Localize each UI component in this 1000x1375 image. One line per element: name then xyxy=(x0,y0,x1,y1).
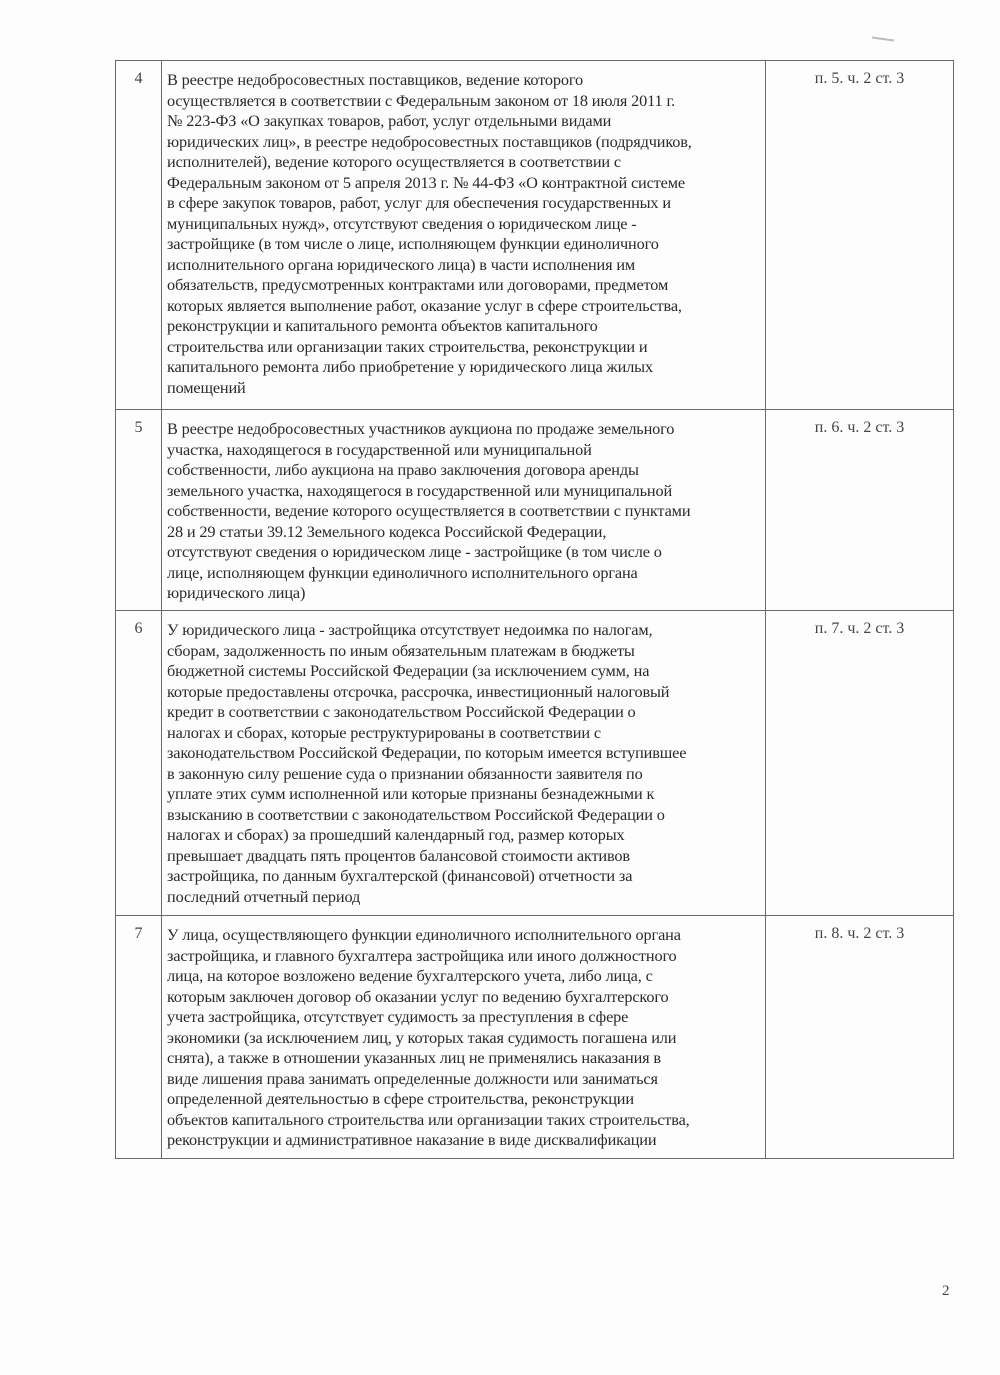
text-line: собственности, ведение которого осуществляется в соответствии с пунктами xyxy=(167,501,691,520)
text-line: бюджетной системы Российской Федерации (за исключением сумм, на xyxy=(167,661,650,680)
text-line: исполнительного органа юридического лица) в части исполнения им xyxy=(167,254,636,274)
text-line: капитального ремонта либо приобретение у юридического лица жилых xyxy=(167,357,653,376)
text-line: застройщике (в том числе о лице, исполняющем функции единоличного xyxy=(167,234,659,253)
text-line: отсутствуют сведения о юридическом лице - застройщике (в том числе о xyxy=(167,542,662,561)
text-line: лица, на которое возложено ведение бухгалтерского учета, либо лица, с xyxy=(167,966,653,985)
text-line: превышает двадцать пять процентов балансовой стоимости активов xyxy=(167,845,630,865)
row-number: 4 xyxy=(116,61,162,410)
text-line: законодательством Российской Федерации, по которым имеется вступившее xyxy=(167,743,687,762)
text-line: юридического лица) xyxy=(167,583,306,602)
requirements-table xyxy=(115,60,954,1159)
text-line: налогах и сборах, которые реструктурированы в соответствии с xyxy=(167,722,601,742)
text-line: Федеральным законом от 5 апреля 2013 г. № 44-ФЗ «О контрактной системе xyxy=(167,172,685,192)
text-line: В реестре недобросовестных участников аукциона по продаже земельного xyxy=(167,419,675,438)
requirement-text xyxy=(162,611,766,916)
text-line: застройщика, и главного бухгалтера застройщика или иного должностного xyxy=(167,945,677,965)
text-line: налогах и сборах) за прошедший календарный год, размер которых xyxy=(167,825,625,844)
text-line: застройщика, по данным бухгалтерской (финансовой) отчетности за xyxy=(167,866,633,885)
text-line: участка, находящегося в государственной или муниципальной xyxy=(167,439,592,459)
text-line: виде лишения права занимать определенные должности или заниматься xyxy=(167,1068,658,1088)
text-line: сборам, задолженность по иным обязательным платежам в бюджеты xyxy=(167,640,635,660)
text-line: В реестре недобросовестных поставщиков, ведение которого xyxy=(167,70,584,89)
text-line: лице, исполняющем функции единоличного исполнительного органа xyxy=(167,562,638,582)
table-row xyxy=(116,916,954,1159)
row-number: 5 xyxy=(116,410,162,611)
law-reference: п. 5. ч. 2 ст. 3 xyxy=(766,61,954,410)
text-line: объектов капитального строительства или организации таких строительства, xyxy=(167,1109,690,1129)
text-line: строительства или организации таких строительства, реконструкции и xyxy=(167,336,648,356)
text-line: собственности, либо аукциона на право заключения договора аренды xyxy=(167,460,639,479)
text-line: уплате этих сумм исполненной или которые признаны безнадежными к xyxy=(167,784,655,803)
text-line: 28 и 29 статьи 39.12 Земельного кодекса Российской Федерации, xyxy=(167,521,607,541)
text-line: которые предоставлены отсрочка, рассрочка, инвестиционный налоговый xyxy=(167,681,670,701)
text-line: экономики (за исключением лиц, у которых такая судимость погашена или xyxy=(167,1027,677,1047)
scan-mark xyxy=(872,36,894,41)
text-line: У юридического лица - застройщика отсутствует недоимка по налогам, xyxy=(167,620,653,639)
requirement-text xyxy=(162,410,766,611)
text-line: юридических лиц», в реестре недобросовестных поставщиков (подрядчиков, xyxy=(167,131,692,151)
row-number: 7 xyxy=(116,916,162,1159)
table-row xyxy=(116,410,954,611)
text-line: № 223-ФЗ «О закупках товаров, работ, услуг отдельными видами xyxy=(167,111,612,130)
table-row xyxy=(116,611,954,916)
text-line: У лица, осуществляющего функции единоличного исполнительного органа xyxy=(167,925,681,944)
text-line: которым заключен договор об оказании услуг по ведению бухгалтерского xyxy=(167,986,669,1006)
page-number: 2 xyxy=(942,1283,950,1299)
text-line: реконструкции и капитального ремонта объектов капитального xyxy=(167,316,598,335)
text-line: определенной деятельностью в сфере строительства, реконструкции xyxy=(167,1089,634,1108)
law-reference: п. 7. ч. 2 ст. 3 xyxy=(766,611,954,916)
text-line: учета застройщика, отсутствует судимость за преступления в сфере xyxy=(167,1007,629,1026)
text-line: исполнителей), ведение которого осуществляется в соответствии с xyxy=(167,152,621,171)
text-line: взысканию в соответствии с законодательством Российской Федерации о xyxy=(167,804,665,824)
text-line: которых является выполнение работ, оказание услуг в сфере строительства, xyxy=(167,295,682,315)
text-line: муниципальных нужд», отсутствуют сведения о юридическом лице - xyxy=(167,213,637,233)
text-line: снята), а также в отношении указанных лиц не применялись наказания в xyxy=(167,1048,661,1067)
law-reference: п. 6. ч. 2 ст. 3 xyxy=(766,410,954,611)
text-line: реконструкции и административное наказание в виде дисквалификации xyxy=(167,1130,657,1149)
row-number: 6 xyxy=(116,611,162,916)
text-line: кредит в соответствии с законодательством Российской Федерации о xyxy=(167,702,636,721)
table-row xyxy=(116,61,954,410)
text-line: земельного участка, находящегося в государственной или муниципальной xyxy=(167,480,673,500)
requirement-text xyxy=(162,916,766,1159)
text-line: обязательств, предусмотренных контрактами или договорами, предметом xyxy=(167,275,669,294)
law-reference: п. 8. ч. 2 ст. 3 xyxy=(766,916,954,1159)
text-line: последний отчетный период xyxy=(167,886,361,906)
text-line: помещений xyxy=(167,377,246,397)
text-line: в сфере закупок товаров, работ, услуг для обеспечения государственных и xyxy=(167,193,671,212)
requirement-text xyxy=(162,61,766,410)
text-line: в законную силу решение суда о признании обязанности заявителя по xyxy=(167,763,643,783)
text-line: осуществляется в соответствии с Федеральным законом от 18 июля 2011 г. xyxy=(167,90,676,110)
